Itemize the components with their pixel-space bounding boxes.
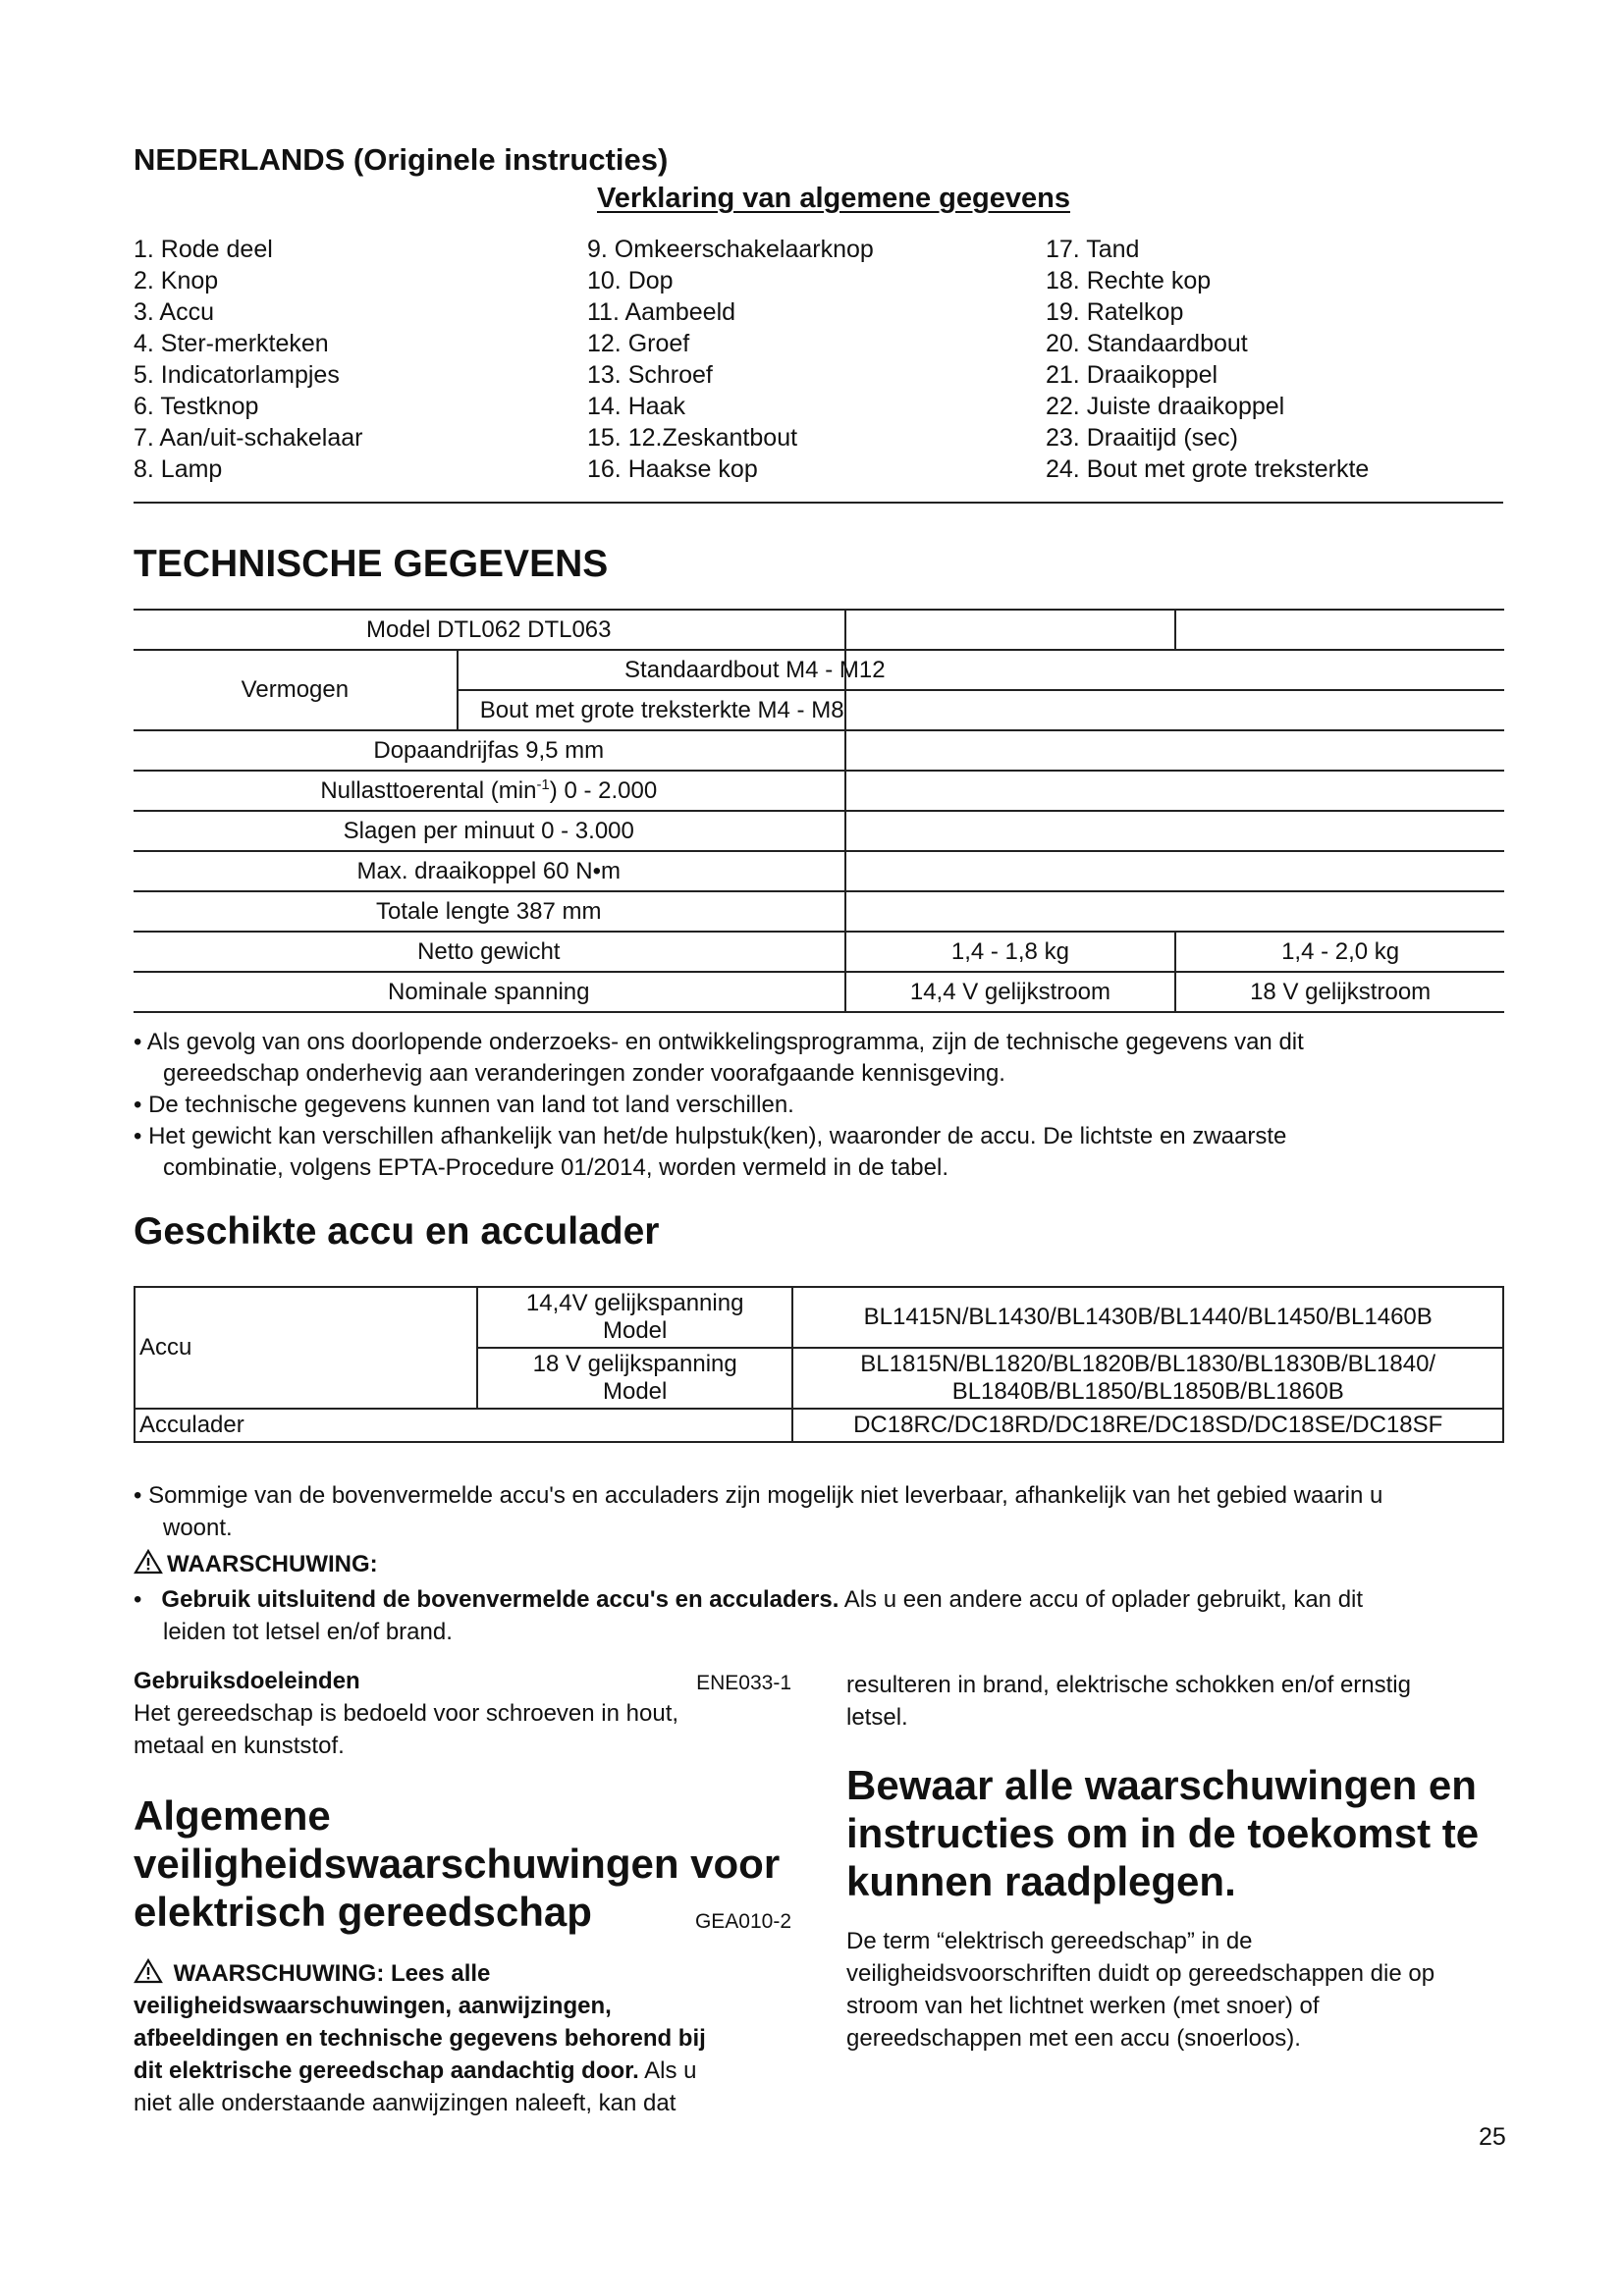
list-item: 11. Aambeeld — [587, 298, 736, 326]
list-item: 19. Ratelkop — [1046, 298, 1184, 326]
divider — [134, 502, 1503, 504]
draaikoppel-cell: Max. draaikoppel 60 N•m — [134, 851, 845, 891]
nullast-value: ) 0 - 2.000 — [549, 777, 658, 804]
continuation-line: resulteren in brand, elektrische schokken en/of ernstig — [846, 1672, 1411, 1698]
list-item: 21. Draaikoppel — [1046, 361, 1218, 389]
warning2-line: veiligheidswaarschuwingen, aanwijzingen, — [134, 1993, 612, 2019]
list-item: 20. Standaardbout — [1046, 330, 1248, 357]
battery-section-title: Geschikte accu en acculader — [134, 1210, 660, 1253]
slagen-cell: Slagen per minuut 0 - 3.000 — [134, 811, 845, 851]
note-line: • Als gevolg van ons doorlopende onderzoeks- en ontwikkelingsprogramma, zijn de technische gegevens van dit — [134, 1029, 1304, 1055]
table-cell — [845, 730, 1504, 771]
note-line: • Het gewicht kan verschillen afhankelijk van het/de hulpstuk(ken), waaronder de accu. De lichtste en zwaarste — [134, 1123, 1287, 1149]
warning-triangle-icon — [134, 1958, 163, 1984]
table-cell — [845, 771, 1504, 811]
v18-model-label: Model — [602, 1378, 668, 1405]
table-cell — [845, 811, 1504, 851]
spanning-value-2: 18 V gelijkstroom — [1175, 972, 1504, 1012]
term-line: gereedschappen met een accu (snoerloos). — [846, 2025, 1301, 2052]
acculader-cell: Acculader — [135, 1409, 792, 1442]
model-cell: Model DTL062 DTL063 — [134, 610, 845, 650]
list-item: 2. Knop — [134, 267, 219, 294]
safety-heading-line: Algemene — [134, 1792, 331, 1839]
warning2-line: niet alle onderstaande aanwijzingen naleeft, kan dat — [134, 2090, 677, 2116]
table-row — [135, 1287, 1503, 1348]
note-line: combinatie, volgens EPTA-Procedure 01/2014, worden vermeld in de tabel. — [163, 1154, 949, 1181]
table-cell — [845, 891, 1504, 932]
continuation-line: letsel. — [846, 1704, 908, 1731]
spanning-value-1: 14,4 V gelijkstroom — [845, 972, 1176, 1012]
warning-label: WAARSCHUWING: — [167, 1551, 378, 1577]
safety-heading-row — [134, 1888, 791, 1936]
gewicht-value-1: 1,4 - 1,8 kg — [845, 932, 1176, 972]
v14-type-cell — [477, 1287, 792, 1348]
nullast-sup: -1 — [536, 776, 550, 793]
battery-table — [134, 1286, 1504, 1443]
table-cell — [845, 690, 1504, 730]
list-item: 17. Tand — [1046, 236, 1140, 263]
v14-type: 14,4V gelijkspanning — [525, 1290, 744, 1316]
v18-type: 18 V gelijkspanning — [532, 1351, 737, 1377]
list-item: 10. Dop — [587, 267, 674, 294]
keep-heading-line: Bewaar alle waarschuwingen en — [846, 1762, 1477, 1808]
list-item: 4. Ster-merkteken — [134, 330, 329, 357]
right-column — [846, 1669, 1514, 2055]
standaardbout-cell — [458, 650, 886, 690]
parts-column-1 — [134, 234, 362, 485]
bout-cell — [458, 690, 845, 730]
term-line: De term “elektrisch gereedschap” in de — [846, 1928, 1253, 1954]
keep-heading-line: instructies om in de toekomst te — [846, 1810, 1480, 1856]
v18-models-line: BL1815N/BL1820/BL1820B/BL1830/BL1830B/BL1840/ — [860, 1351, 1436, 1377]
safety-heading-line: veiligheidswaarschuwingen voor — [134, 1841, 781, 1887]
term-line: stroom van het lichtnet werken (met snoer) of — [846, 1993, 1320, 2019]
use-code: ENE033-1 — [696, 1672, 791, 1694]
spanning-label: Nominale spanning — [134, 972, 845, 1012]
table-row — [134, 932, 1504, 972]
v14-models-cell: BL1415N/BL1430/BL1430B/BL1440/BL1450/BL1460B — [792, 1287, 1503, 1348]
language-title: NEDERLANDS (Originele instructies) — [134, 142, 669, 177]
warning-heading — [134, 1549, 378, 1578]
bout-text: Bout met grote treksterkte M4 - M8 — [479, 696, 844, 723]
table-cell — [845, 851, 1504, 891]
warning2-bold: dit elektrische gereedschap aandachtig door. — [134, 2057, 639, 2084]
list-item: 15. 12.Zeskantbout — [587, 424, 798, 452]
v14-model-label: Model — [602, 1317, 668, 1344]
list-item: 12. Groef — [587, 330, 690, 357]
table-row — [134, 891, 1504, 932]
list-item: 7. Aan/uit-schakelaar — [134, 424, 363, 452]
safety-code: GEA010-2 — [694, 1910, 791, 1933]
parts-column-3 — [1046, 234, 1369, 485]
list-item: 9. Omkeerschakelaarknop — [587, 236, 874, 263]
warning-bold: Gebruik uitsluitend de bovenvermelde accu's en acculaders. — [161, 1586, 839, 1613]
table-row — [134, 650, 1504, 690]
warning-rest-line: leiden tot letsel en/of brand. — [163, 1619, 453, 1645]
table-cell — [1175, 610, 1504, 650]
tech-notes — [134, 1027, 1508, 1184]
nullast-text: Nullasttoerental (min — [320, 777, 537, 804]
gewicht-label: Netto gewicht — [134, 932, 845, 972]
warning2-line — [134, 2055, 791, 2087]
note-line: • Sommige van de bovenvermelde accu's en acculaders zijn mogelijk niet leverbaar, afhankelijk van het gebied waarin u — [134, 1482, 1383, 1509]
table-cell — [845, 610, 1176, 650]
page-number: 25 — [1479, 2123, 1506, 2151]
warning-text — [134, 1583, 1508, 1648]
use-text: metaal en kunststof. — [134, 1733, 345, 1759]
left-column — [134, 1665, 791, 2119]
list-item: 13. Schroef — [587, 361, 713, 389]
v18-models-cell — [792, 1348, 1503, 1409]
keep-heading-line: kunnen raadplegen. — [846, 1858, 1236, 1904]
v18-models-line: BL1840B/BL1850/BL1850B/BL1860B — [951, 1378, 1344, 1405]
list-item: 1. Rode deel — [134, 236, 273, 263]
warning2-heading — [134, 1957, 791, 1990]
use-heading-row — [134, 1665, 791, 1697]
lengte-cell: Totale lengte 387 mm — [134, 891, 845, 932]
note-line: woont. — [163, 1515, 233, 1541]
list-item: 22. Juiste draaikoppel — [1046, 393, 1285, 420]
warning-triangle-icon — [134, 1549, 163, 1575]
note-line: gereedschap onderhevig aan veranderingen zonder voorafgaande kennisgeving. — [163, 1060, 1005, 1087]
accu-cell: Accu — [135, 1287, 477, 1409]
gewicht-value-2: 1,4 - 2,0 kg — [1175, 932, 1504, 972]
bullet: • — [134, 1586, 162, 1613]
dopaandrijfas-cell: Dopaandrijfas 9,5 mm — [134, 730, 845, 771]
safety-heading-line: elektrisch gereedschap — [134, 1889, 592, 1935]
table-row — [134, 771, 1504, 811]
list-item: 23. Draaitijd (sec) — [1046, 424, 1238, 452]
standaardbout-text: Standaardbout M4 - M12 — [624, 656, 886, 683]
list-item: 8. Lamp — [134, 455, 223, 483]
list-item: 16. Haakse kop — [587, 455, 758, 483]
warning-rest: Als u een andere accu of oplader gebruikt, kan dit — [839, 1586, 1364, 1613]
tech-table — [134, 609, 1504, 1013]
warning2-label: WAARSCHUWING: Lees alle — [173, 1960, 491, 1987]
list-item: 14. Haak — [587, 393, 686, 420]
nullast-cell — [134, 771, 845, 811]
vermogen-cell: Vermogen — [134, 650, 458, 730]
list-item: 24. Bout met grote treksterkte — [1046, 455, 1370, 483]
warning2-line: afbeeldingen en technische gegevens behorend bij — [134, 2025, 706, 2052]
table-row — [134, 730, 1504, 771]
warning2-rest: Als u — [638, 2057, 697, 2084]
parts-column-2 — [587, 234, 874, 485]
list-item: 18. Rechte kop — [1046, 267, 1212, 294]
availability-note — [134, 1479, 1508, 1544]
table-row — [134, 811, 1504, 851]
use-title: Gebruiksdoeleinden — [134, 1668, 360, 1694]
table-row — [135, 1409, 1503, 1442]
v18-type-cell — [477, 1348, 792, 1409]
list-item: 5. Indicatorlampjes — [134, 361, 340, 389]
list-item: 3. Accu — [134, 298, 214, 326]
table-row — [134, 610, 1504, 650]
table-row — [134, 972, 1504, 1012]
acculader-models-cell: DC18RC/DC18RD/DC18RE/DC18SD/DC18SE/DC18SF — [792, 1409, 1503, 1442]
list-item: 6. Testknop — [134, 393, 259, 420]
table-cell — [845, 650, 1504, 690]
use-text: Het gereedschap is bedoeld voor schroeven in hout, — [134, 1700, 679, 1727]
tech-section-title: TECHNISCHE GEGEVENS — [134, 543, 609, 585]
table-row — [134, 851, 1504, 891]
term-line: veiligheidsvoorschriften duidt op gereedschappen die op — [846, 1960, 1435, 1987]
declaration-title: Verklaring van algemene gegevens — [597, 183, 1070, 214]
note-line: • De technische gegevens kunnen van land tot land verschillen. — [134, 1092, 794, 1118]
